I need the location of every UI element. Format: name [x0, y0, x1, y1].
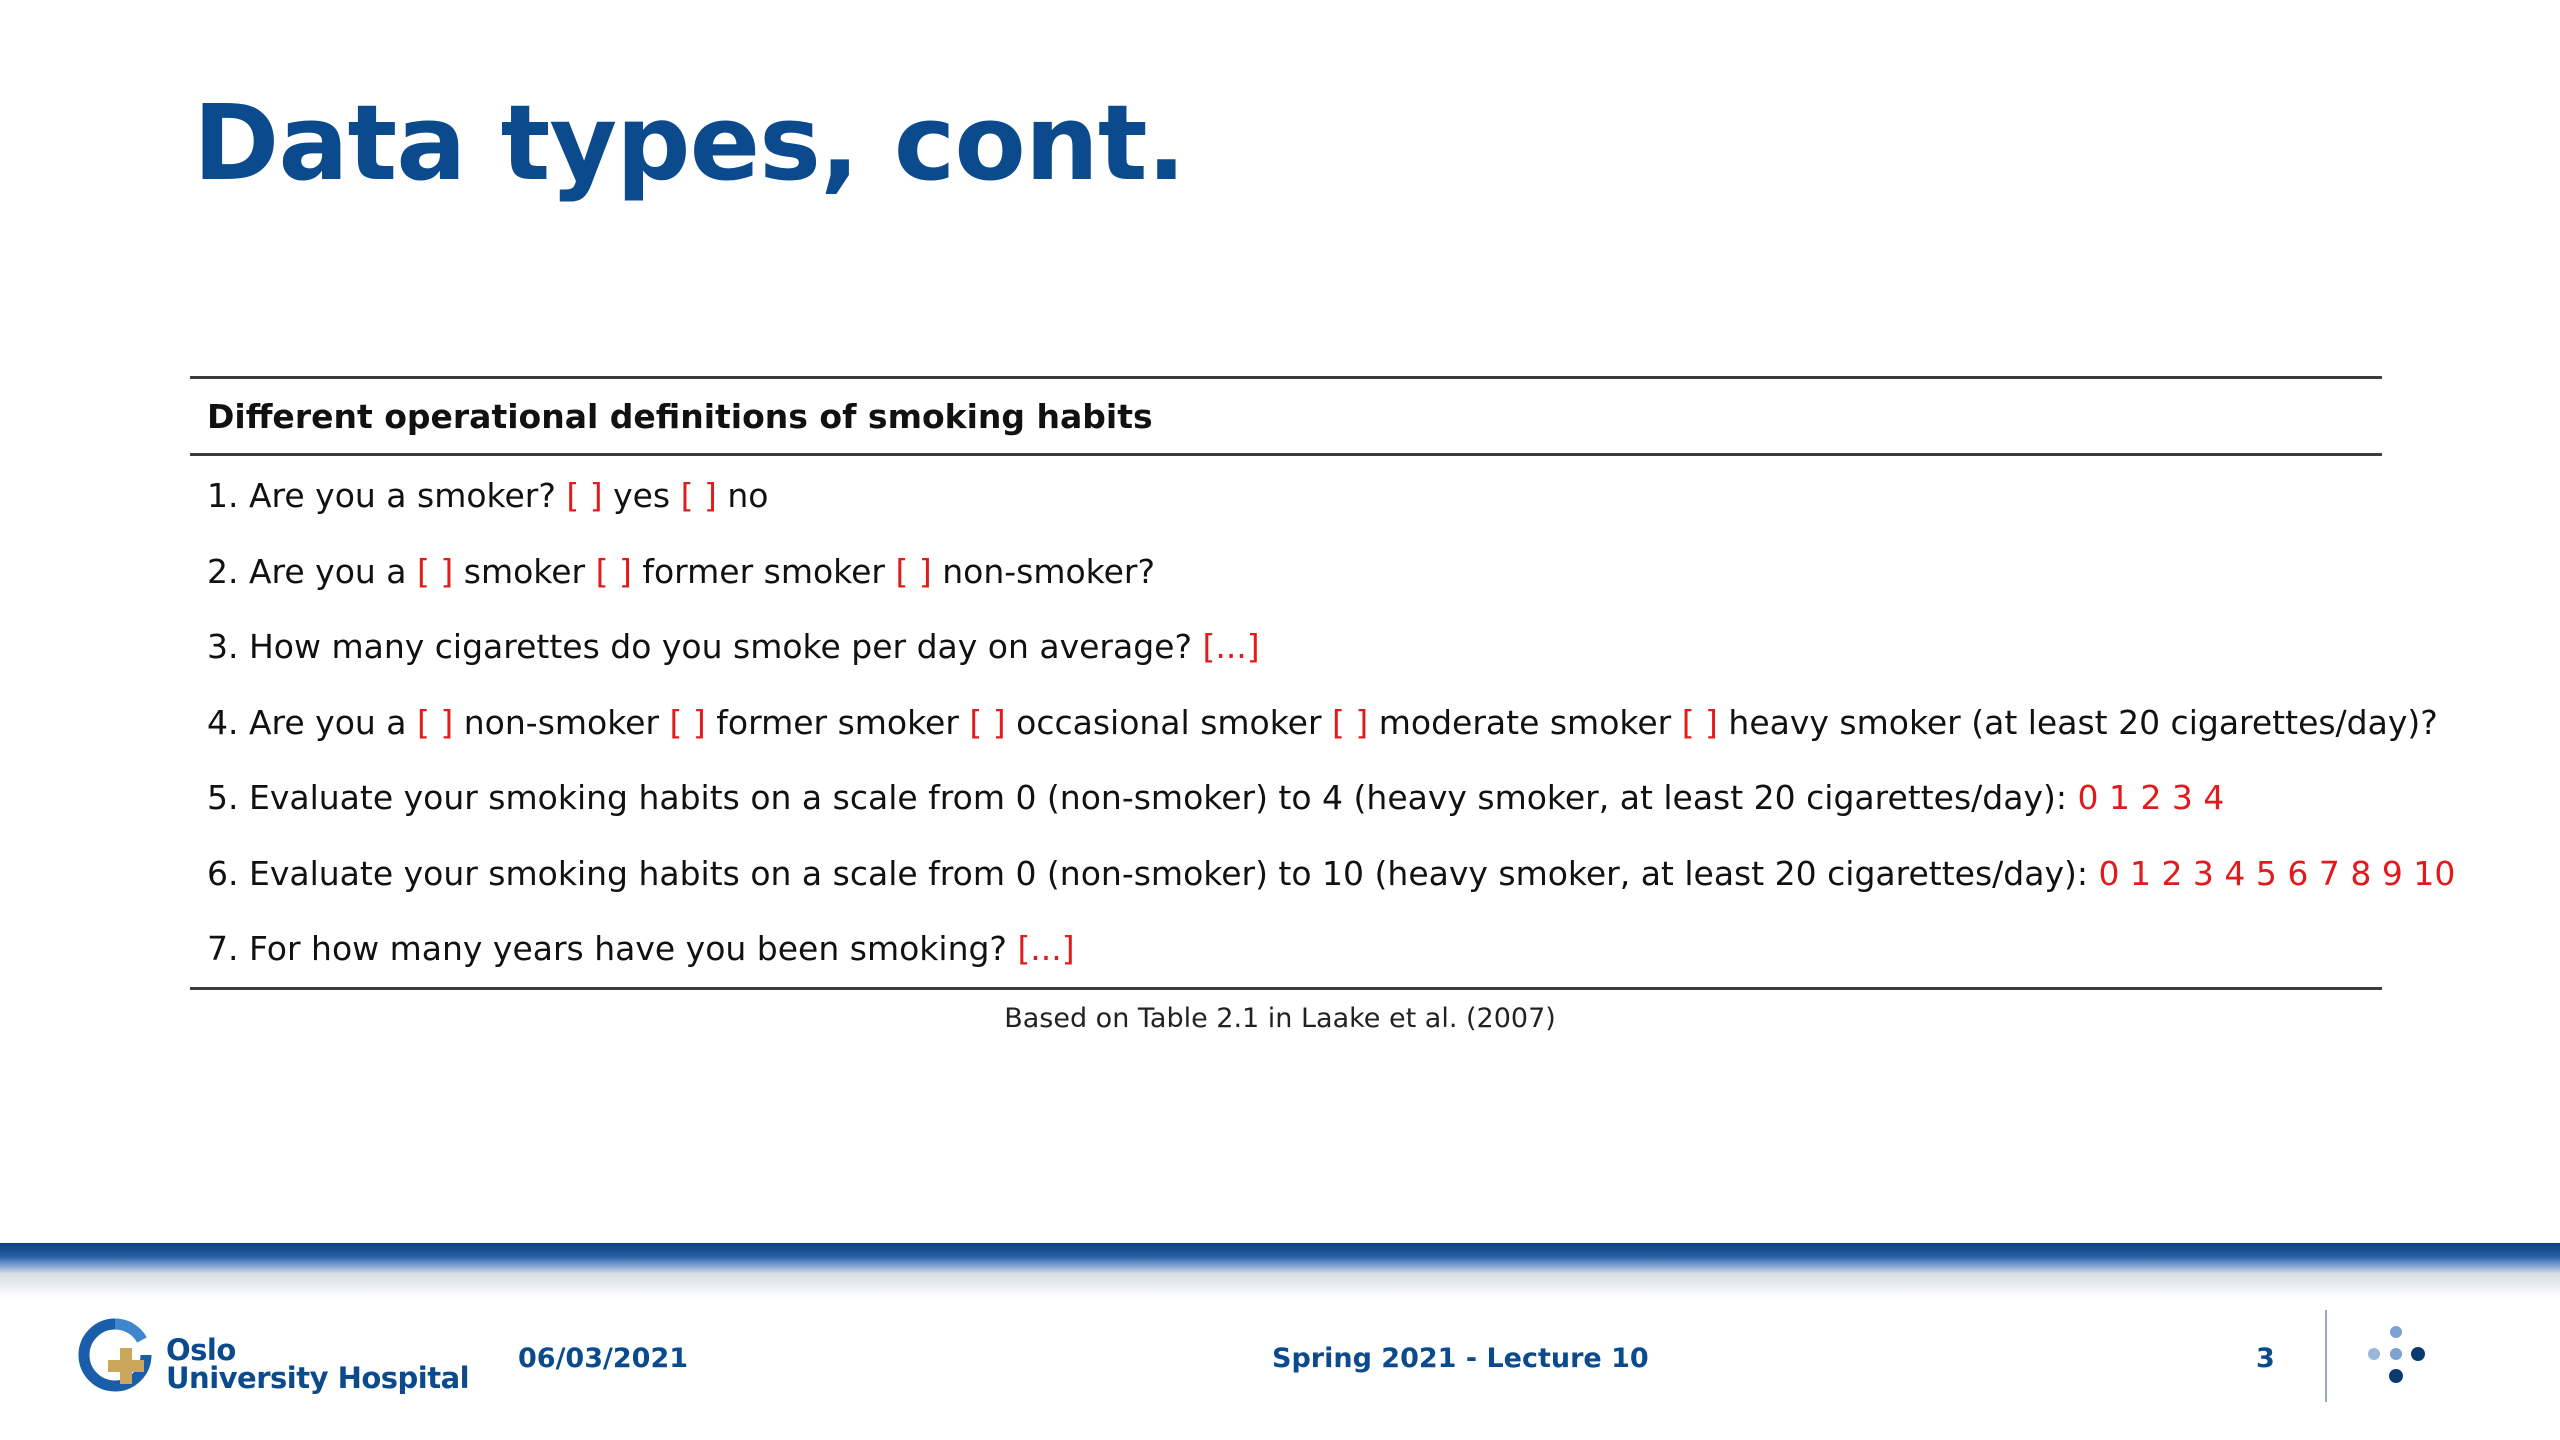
table-row: [190, 609, 2382, 685]
answer-option: [ ]: [680, 476, 717, 516]
table-row: [190, 458, 2382, 534]
dots-cross-icon: [2364, 1322, 2428, 1386]
question-text: 5. Evaluate your smoking habits on a scale from 0 (non-smoker) to 4 (heavy smoker, at least 20 cigarettes/day):: [207, 778, 2078, 818]
answer-option: [ ]: [417, 702, 454, 742]
hospital-name-line-1: Oslo: [166, 1333, 236, 1367]
answer-option: [ ]: [1332, 702, 1369, 742]
question-text: 7. For how many years have you been smoking?: [207, 929, 1018, 969]
question-text: 3. How many cigarettes do you smoke per day on average?: [207, 627, 1203, 667]
question-text: 1. Are you a smoker?: [207, 476, 567, 516]
question-text: yes: [602, 476, 681, 516]
footer-lecture: Spring 2021 - Lecture 10: [1272, 1343, 1649, 1374]
answer-option: [ ]: [669, 702, 706, 742]
question-text: smoker: [453, 551, 596, 591]
question-text: no: [716, 476, 769, 516]
answer-option: [...]: [1017, 929, 1075, 969]
answer-option: [ ]: [895, 551, 932, 591]
answer-option: [ ]: [595, 551, 632, 591]
question-text: non-smoker?: [931, 551, 1155, 591]
hospital-name-line-2: University Hospital: [166, 1361, 470, 1395]
question-text: occasional smoker: [1005, 702, 1333, 742]
page-number: 3: [2256, 1343, 2275, 1374]
smoking-definitions-table: [190, 376, 2456, 990]
table-row: [190, 534, 2382, 610]
table-header: Different operational definitions of smoking habits: [207, 396, 1153, 436]
footer-date: 06/03/2021: [518, 1343, 689, 1374]
footer-band-shadow: [0, 1273, 2560, 1299]
question-text: non-smoker: [453, 702, 670, 742]
table-row: [190, 760, 2382, 836]
answer-option: [ ]: [969, 702, 1006, 742]
footer-divider: [2325, 1310, 2327, 1402]
table-caption: Based on Table 2.1 in Laake et al. (2007): [1004, 1003, 1556, 1034]
question-text: 4. Are you a: [207, 702, 418, 742]
answer-option: [ ]: [566, 476, 603, 516]
answer-option: [...]: [1202, 627, 1260, 667]
answer-option: [ ]: [417, 551, 454, 591]
table-row: [190, 836, 2456, 912]
table-body: [190, 456, 2456, 987]
question-text: former smoker: [705, 702, 970, 742]
table-row: [190, 911, 2382, 987]
hospital-cross-logo-icon: [78, 1318, 152, 1392]
question-text: 6. Evaluate your smoking habits on a scale from 0 (non-smoker) to 10 (heavy smoker, at least 20 cigarettes/day):: [207, 853, 2099, 893]
answer-option: [ ]: [1681, 702, 1718, 742]
answer-option: 0 1 2 3 4 5 6 7 8 9 10: [2098, 853, 2456, 893]
question-text: former smoker: [631, 551, 896, 591]
question-text: moderate smoker: [1368, 702, 1682, 742]
answer-option: 0 1 2 3 4: [2077, 778, 2225, 818]
question-text: 2. Are you a: [207, 551, 418, 591]
footer-band: [0, 1243, 2560, 1273]
question-text: heavy smoker (at least 20 cigarettes/day)?: [1717, 702, 2438, 742]
table-row: [190, 685, 2438, 761]
hospital-name: [166, 1333, 470, 1395]
slide-title: Data types, cont.: [193, 82, 1186, 204]
table-bottom-rule: [190, 987, 2382, 990]
